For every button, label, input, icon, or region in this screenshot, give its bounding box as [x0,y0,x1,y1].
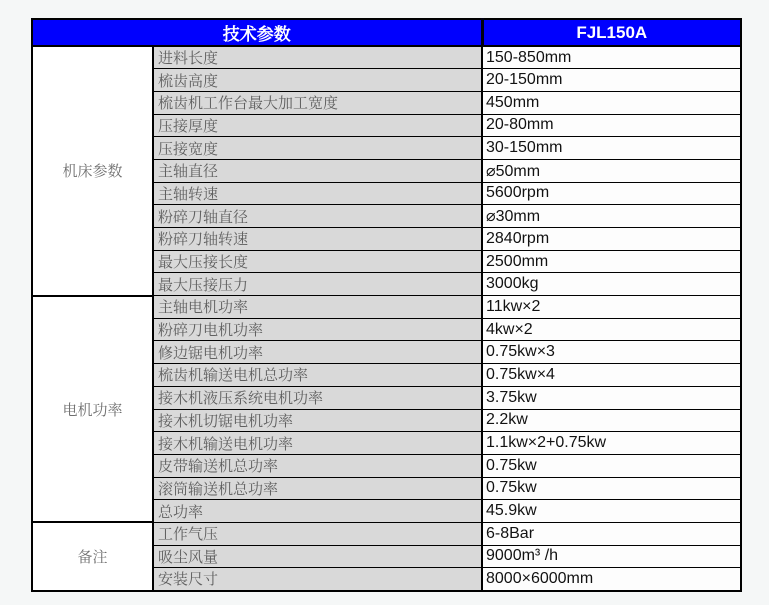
param-value-cell: 20-80mm [482,114,741,137]
group-cell: 备注 [32,522,153,590]
param-value-cell: 2.2kw [482,409,741,432]
param-label-cell: 最大压接长度 [153,250,482,273]
param-label-cell: 梳齿机输送电机总功率 [153,364,482,387]
param-value-cell: 2840rpm [482,228,741,251]
param-label-cell: 修边锯电机功率 [153,341,482,364]
param-label-cell: 主轴电机功率 [153,296,482,319]
param-value-cell: ⌀50mm [482,159,741,182]
param-label-cell: 总功率 [153,500,482,523]
param-label-cell: 进料长度 [153,46,482,69]
param-value-cell: 30-150mm [482,137,741,160]
param-label-cell: 主轴直径 [153,159,482,182]
param-value-cell: 1.1kw×2+0.75kw [482,432,741,455]
param-label-cell: 主轴转速 [153,182,482,205]
param-value-cell: 8000×6000mm [482,568,741,591]
param-label-cell: 粉碎刀电机功率 [153,318,482,341]
param-value-cell: 9000m³ /h [482,545,741,568]
model-name: FJL150A [482,19,741,46]
param-value-cell: 0.75kw [482,477,741,500]
param-value-cell: 3000kg [482,273,741,296]
param-value-cell: 11kw×2 [482,296,741,319]
param-label-cell: 皮带输送机总功率 [153,454,482,477]
param-label-cell: 最大压接压力 [153,273,482,296]
spec-table-body [32,46,741,591]
param-value-cell: 6-8Bar [482,522,741,545]
table-title: 技术参数 [32,19,482,46]
param-label-cell: 梳齿机工作台最大加工宽度 [153,91,482,114]
param-value-cell: 5600rpm [482,182,741,205]
param-label-cell: 压接厚度 [153,114,482,137]
param-value-cell: 0.75kw×4 [482,364,741,387]
group-cell: 机床参数 [32,46,153,296]
param-value-cell: 20-150mm [482,69,741,92]
param-label-cell: 梳齿高度 [153,69,482,92]
param-value-cell: 0.75kw [482,454,741,477]
param-label-cell: 工作气压 [153,522,482,545]
spec-row [32,296,741,319]
param-value-cell: 150-850mm [482,46,741,69]
param-label-cell: 接木机液压系统电机功率 [153,386,482,409]
param-label-cell: 滚筒输送机总功率 [153,477,482,500]
spec-table [31,18,742,592]
header-row [32,19,741,46]
group-cell: 电机功率 [32,296,153,523]
param-value-cell: 3.75kw [482,386,741,409]
spec-row [32,46,741,69]
param-value-cell: ⌀30mm [482,205,741,228]
param-label-cell: 粉碎刀轴直径 [153,205,482,228]
param-label-cell: 接木机切锯电机功率 [153,409,482,432]
param-label-cell: 粉碎刀轴转速 [153,228,482,251]
param-value-cell: 0.75kw×3 [482,341,741,364]
param-value-cell: 2500mm [482,250,741,273]
param-value-cell: 4kw×2 [482,318,741,341]
spec-row [32,522,741,545]
param-label-cell: 安装尺寸 [153,568,482,591]
param-label-cell: 接木机输送电机功率 [153,432,482,455]
param-label-cell: 压接宽度 [153,137,482,160]
param-value-cell: 450mm [482,91,741,114]
param-label-cell: 吸尘风量 [153,545,482,568]
param-value-cell: 45.9kw [482,500,741,523]
